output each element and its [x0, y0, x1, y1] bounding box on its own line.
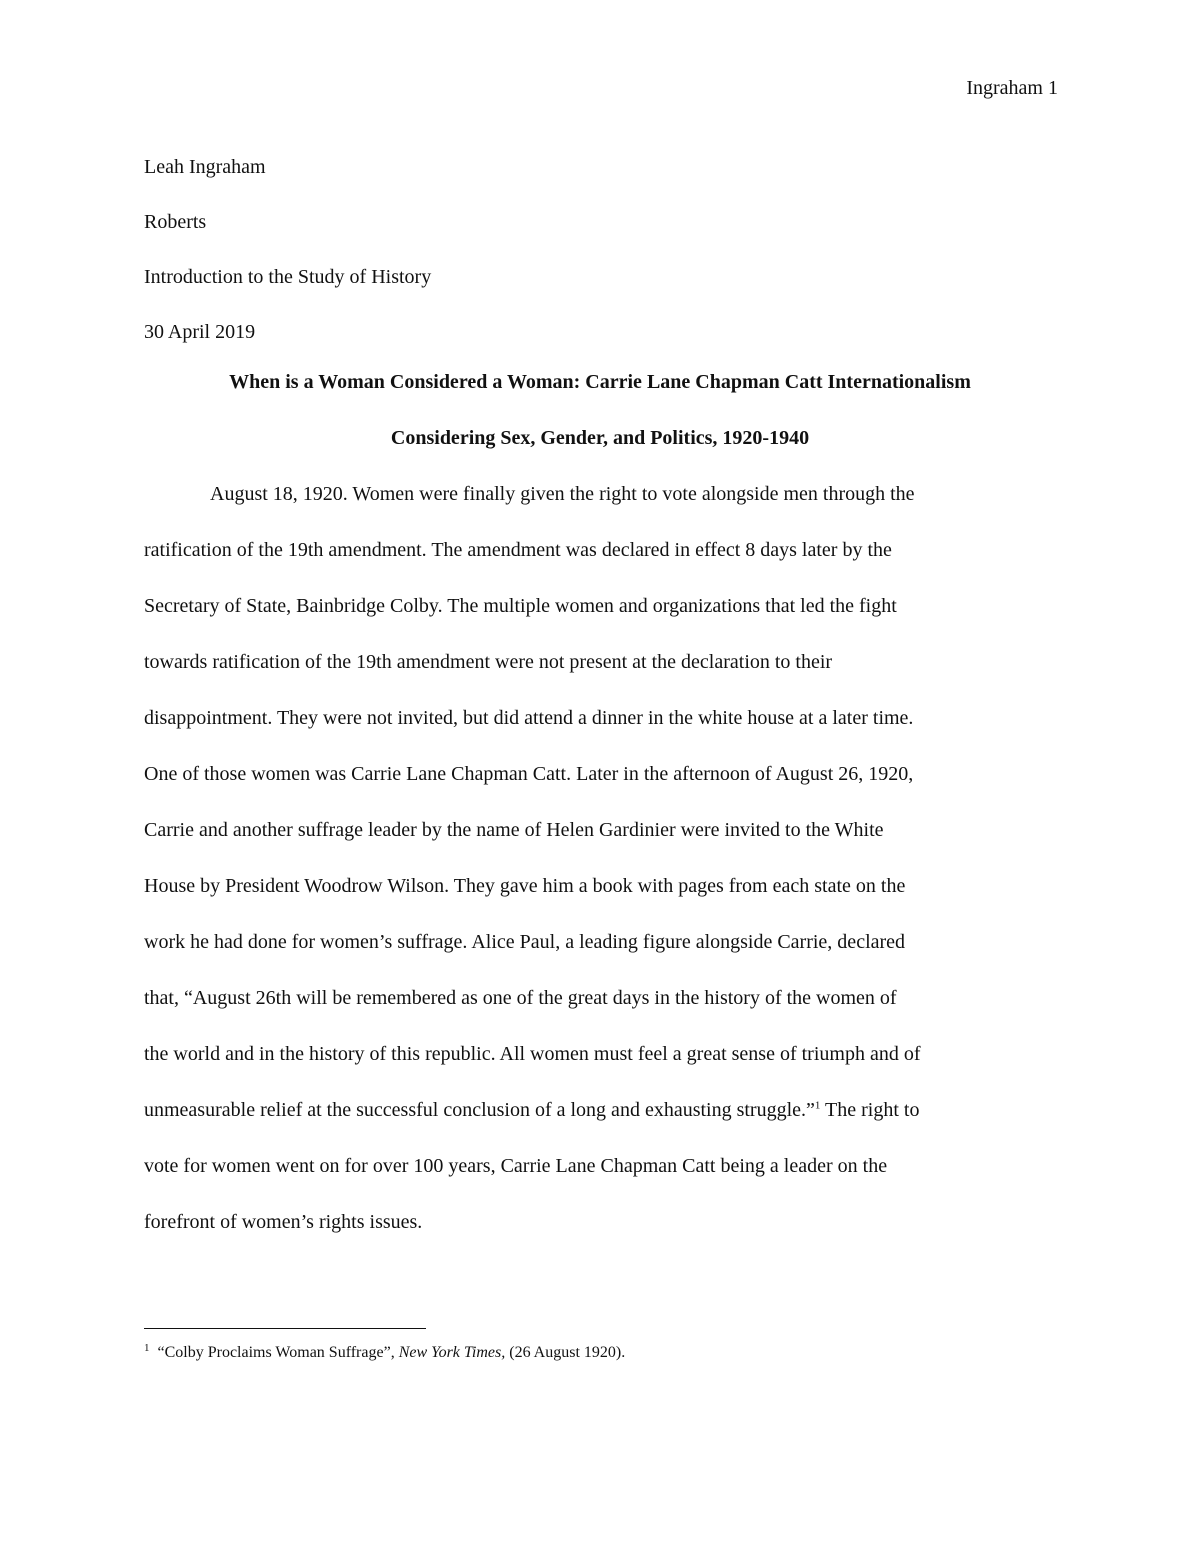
body-text: The right to: [820, 1099, 920, 1121]
footnote-date: (26 August 1920).: [505, 1344, 626, 1361]
body-line: ratification of the 19th amendment. The amendment was declared in effect 8 days later by the: [144, 539, 892, 561]
body-line: August 18, 1920. Women were finally given the right to vote alongside men through the: [210, 483, 915, 505]
body-line: the world and in the history of this republic. All women must feel a great sense of triumph and of: [144, 1043, 921, 1065]
body-line: forefront of women’s rights issues.: [144, 1211, 423, 1233]
body-line: One of those women was Carrie Lane Chapman Catt. Later in the afternoon of August 26, 1920,: [144, 763, 914, 785]
body-line: towards ratification of the 19th amendment were not present at the declaration to their: [144, 651, 833, 673]
footnote-number: 1: [144, 1341, 150, 1354]
body-line: that, “August 26th will be remembered as one of the great days in the history of the women of: [144, 987, 897, 1009]
body-line: vote for women went on for over 100 years, Carrie Lane Chapman Catt being a leader on the: [144, 1155, 888, 1177]
heading-block: [144, 140, 1056, 360]
footnote-separator: [144, 1328, 426, 1329]
body-line: Carrie and another suffrage leader by the name of Helen Gardinier were invited to the White: [144, 819, 884, 841]
author-name: Leah Ingraham: [144, 156, 266, 178]
instructor-name: Roberts: [144, 211, 207, 233]
footnote-text: “Colby Proclaims Woman Suffrage”,: [157, 1344, 399, 1361]
footnote-source: New York Times,: [398, 1344, 506, 1361]
body-line-with-footnote: [144, 1082, 1056, 1138]
paper-date: 30 April 2019: [144, 321, 256, 343]
course-name: Introduction to the Study of History: [144, 266, 432, 288]
footnote: [144, 1342, 625, 1364]
footnote-reference[interactable]: 1: [814, 1099, 821, 1112]
body-text: unmeasurable relief at the successful conclusion of a long and exhausting struggle.”: [144, 1099, 815, 1121]
body-line: work he had done for women’s suffrage. Alice Paul, a leading figure alongside Carrie, declared: [144, 931, 906, 953]
running-head: Ingraham 1: [966, 77, 1058, 99]
body-line: Secretary of State, Bainbridge Colby. The multiple women and organizations that led the fight: [144, 595, 897, 617]
paper-title: [144, 354, 1056, 466]
title-line-2: Considering Sex, Gender, and Politics, 1920-1940: [390, 427, 810, 449]
title-line-1: When is a Woman Considered a Woman: Carrie Lane Chapman Catt Internationalism: [229, 371, 971, 393]
body-line: disappointment. They were not invited, but did attend a dinner in the white house at a later time.: [144, 707, 914, 729]
body-paragraph: [144, 466, 1056, 1250]
body-line: House by President Woodrow Wilson. They gave him a book with pages from each state on the: [144, 875, 906, 897]
